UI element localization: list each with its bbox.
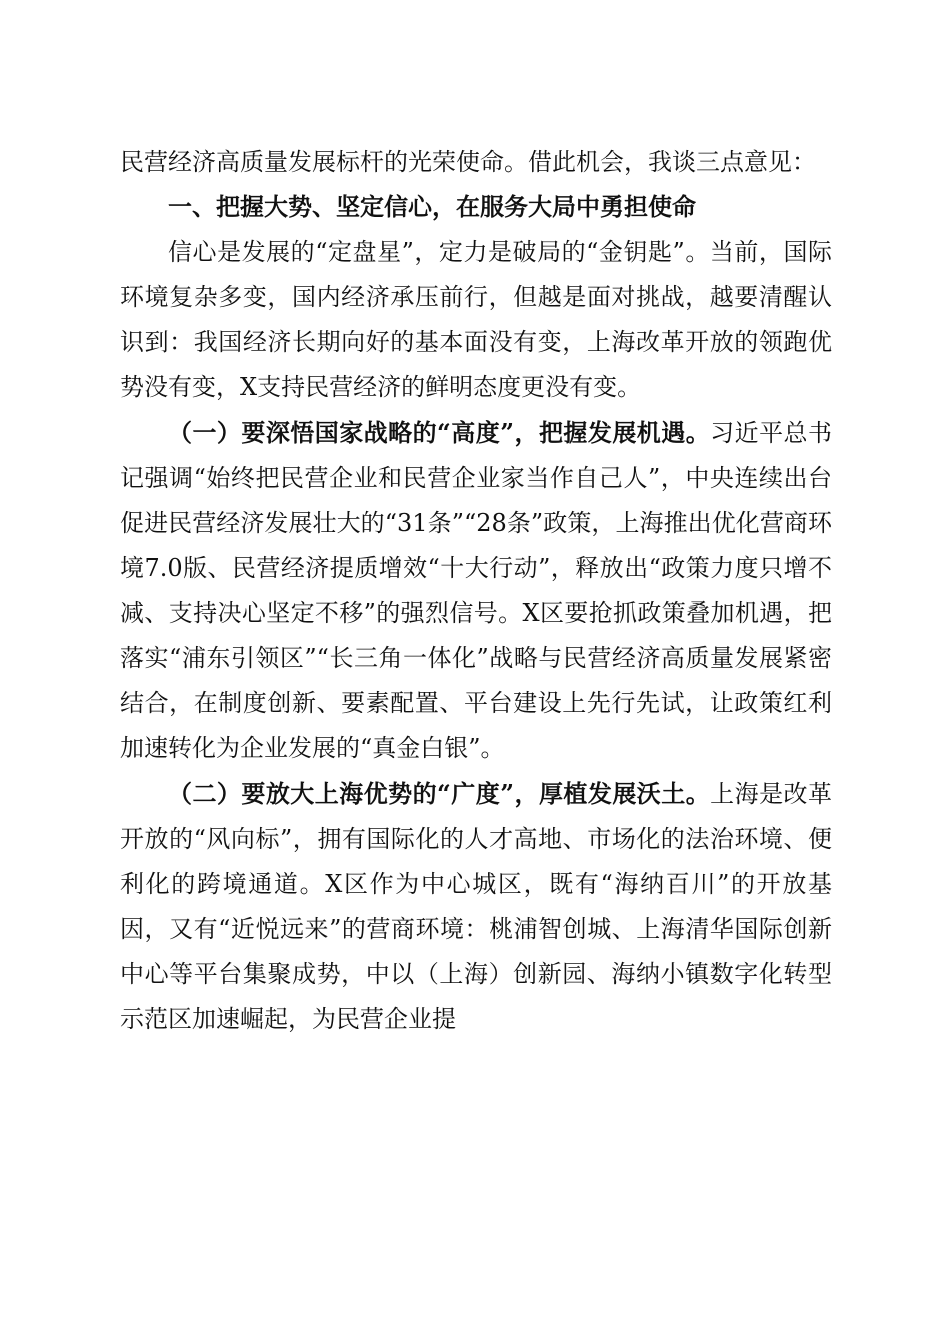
confidence-paragraph: 信心是发展的“定盘星”，定力是破局的“金钥匙”。当前，国际环境复杂多变，国内经济承压前行，但越是面对挑战，越要清醒认识到：我国经济长期向好的基本面没有变，上海改革开放的领跑优势没有变，X支持民营经济的鲜明态度更没有变。	[120, 238, 832, 401]
section-heading-1: 一、把握大势、坚定信心，在服务大局中勇担使命	[168, 193, 696, 221]
subsection-2-paragraph	[120, 771, 832, 1042]
subsection-1-title: （一）要深悟国家战略的“高度”，把握发展机遇。	[168, 418, 711, 447]
subsection-1-paragraph	[120, 410, 832, 771]
subsection-2-title: （二）要放大上海优势的“广度”，厚植发展沃土。	[168, 779, 711, 808]
subsection-1-body: 习近平总书记强调“始终把民营企业和民营企业家当作自己人”，中央连续出台促进民营经济发展壮大的“31条”“28条”政策，上海推出优化营商环境7.0版、民营经济提质增效“十大行动”，释放出“政策力度只增不减、支持决心坚定不移”的强烈信号。X区要抢抓政策叠加机遇，把落实“浦东引领区”“长三角一体化”战略与民营经济高质量发展紧密结合，在制度创新、要素配置、平台建设上先行先试，让政策红利加速转化为企业发展的“真金白银”。	[120, 419, 833, 762]
subsection-2-body: 上海是改革开放的“风向标”，拥有国际化的人才高地、市场化的法治环境、便利化的跨境通道。X区作为中心城区，既有“海纳百川”的开放基因，又有“近悦远来”的营商环境：桃浦智创城、上海清华国际创新中心等平台集聚成势，中以（上海）创新园、海纳小镇数字化转型示范区加速崛起，为民营企业提	[120, 780, 833, 1033]
document-body	[120, 140, 832, 1042]
opening-paragraph: 民营经济高质量发展标杆的光荣使命。借此机会，我谈三点意见：	[120, 148, 816, 176]
